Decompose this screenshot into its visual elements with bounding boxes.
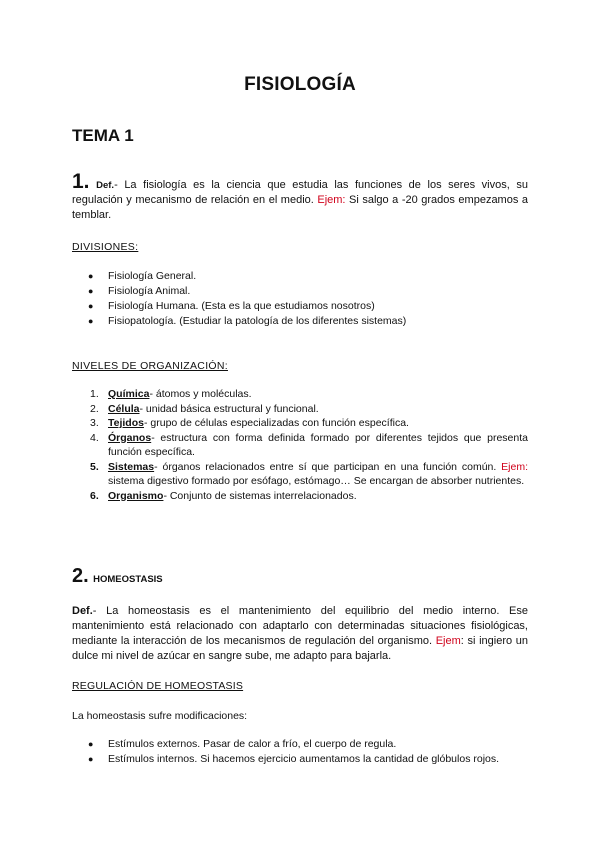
bullet-icon: ●: [88, 316, 94, 326]
section1-definition: [72, 170, 528, 223]
section2-def-label: Def.: [72, 605, 93, 617]
section1-ejem-text: Si salgo a -20 grados empezamos a temblar.: [72, 194, 528, 221]
section1-def-label: Def.: [96, 180, 115, 191]
bullet-icon: ●: [88, 301, 94, 311]
section1-ejem-label: Ejem:: [317, 194, 346, 206]
list-item: 2. Célula- unidad básica estructural y funcional.: [90, 402, 319, 415]
divisiones-heading: DIVISIONES:: [72, 241, 139, 253]
bullet-icon: ●: [88, 754, 94, 764]
regulacion-intro: La homeostasis sufre modificaciones:: [72, 710, 248, 722]
list-item: 6. Organismo- Conjunto de sistemas interrelacionados.: [90, 489, 357, 502]
section1-def-text: - La fisiología es la ciencia que estudia las funciones de los seres vivos, su regulación y mecanismo de relación en el medio.: [72, 179, 528, 206]
list-item: ● Estímulos internos. Si hacemos ejercicio aumentamos la cantidad de glóbulos rojos.: [88, 753, 500, 765]
section2-heading: [72, 565, 163, 588]
bullet-icon: ●: [88, 286, 94, 296]
list-item: ● Fisiología Humana. (Esta es la que estudiamos nosotros): [88, 300, 375, 312]
list-item: ● Fisiología Animal.: [88, 285, 191, 297]
list-item: 4. Órganos- estructura con forma definida formado por diferentes tejidos que presenta función específica.: [90, 431, 528, 458]
section2-ejem-label: Ejem: [435, 635, 461, 647]
regulacion-list: [72, 737, 532, 767]
section2-def-text: - La homeostasis es el mantenimiento del equilibrio del medio interno. Ese mantenimiento está relacionado con adaptarlo con determinadas situaciones fisiológicas, mediante la interacción de los mecanismos de regulación del organismo.: [72, 605, 528, 647]
page-title: FISIOLOGÍA: [244, 74, 356, 95]
section2-definition: [72, 604, 528, 664]
list-item: 1. Química- átomos y moléculas.: [90, 388, 252, 400]
tema-heading: TEMA 1: [72, 126, 134, 145]
list-item: 5. Sistemas- órganos relacionados entre sí que participan en una función común. Ejem: sistema digestivo formado por esófago, estómago… Se encargan de absorber nutrientes.: [90, 460, 528, 487]
bullet-icon: ●: [88, 271, 94, 281]
section1-number: 1.: [72, 170, 90, 193]
list-item: 3. Tejidos- grupo de células especializadas con función específica.: [90, 417, 409, 429]
list-item: ● Fisiopatología. (Estudiar la patología de los diferentes sistemas): [88, 315, 407, 327]
regulacion-heading: REGULACIÓN DE HOMEOSTASIS: [72, 680, 244, 692]
bullet-icon: ●: [88, 739, 94, 749]
divisiones-list: [72, 269, 532, 329]
list-item: ● Fisiología General.: [88, 270, 197, 282]
section2-ejem-text: : si ingiero un dulce mi nivel de azúcar en sangre sube, me adapto para bajarla.: [72, 635, 528, 662]
list-item: ● Estímulos externos. Pasar de calor a frío, el cuerpo de regula.: [88, 738, 397, 750]
niveles-list: [72, 387, 528, 503]
niveles-heading: NIVELES DE ORGANIZACIÓN:: [72, 360, 228, 372]
section2-title: HOMEOSTASIS: [93, 574, 163, 585]
section2-number: 2.: [72, 565, 89, 587]
